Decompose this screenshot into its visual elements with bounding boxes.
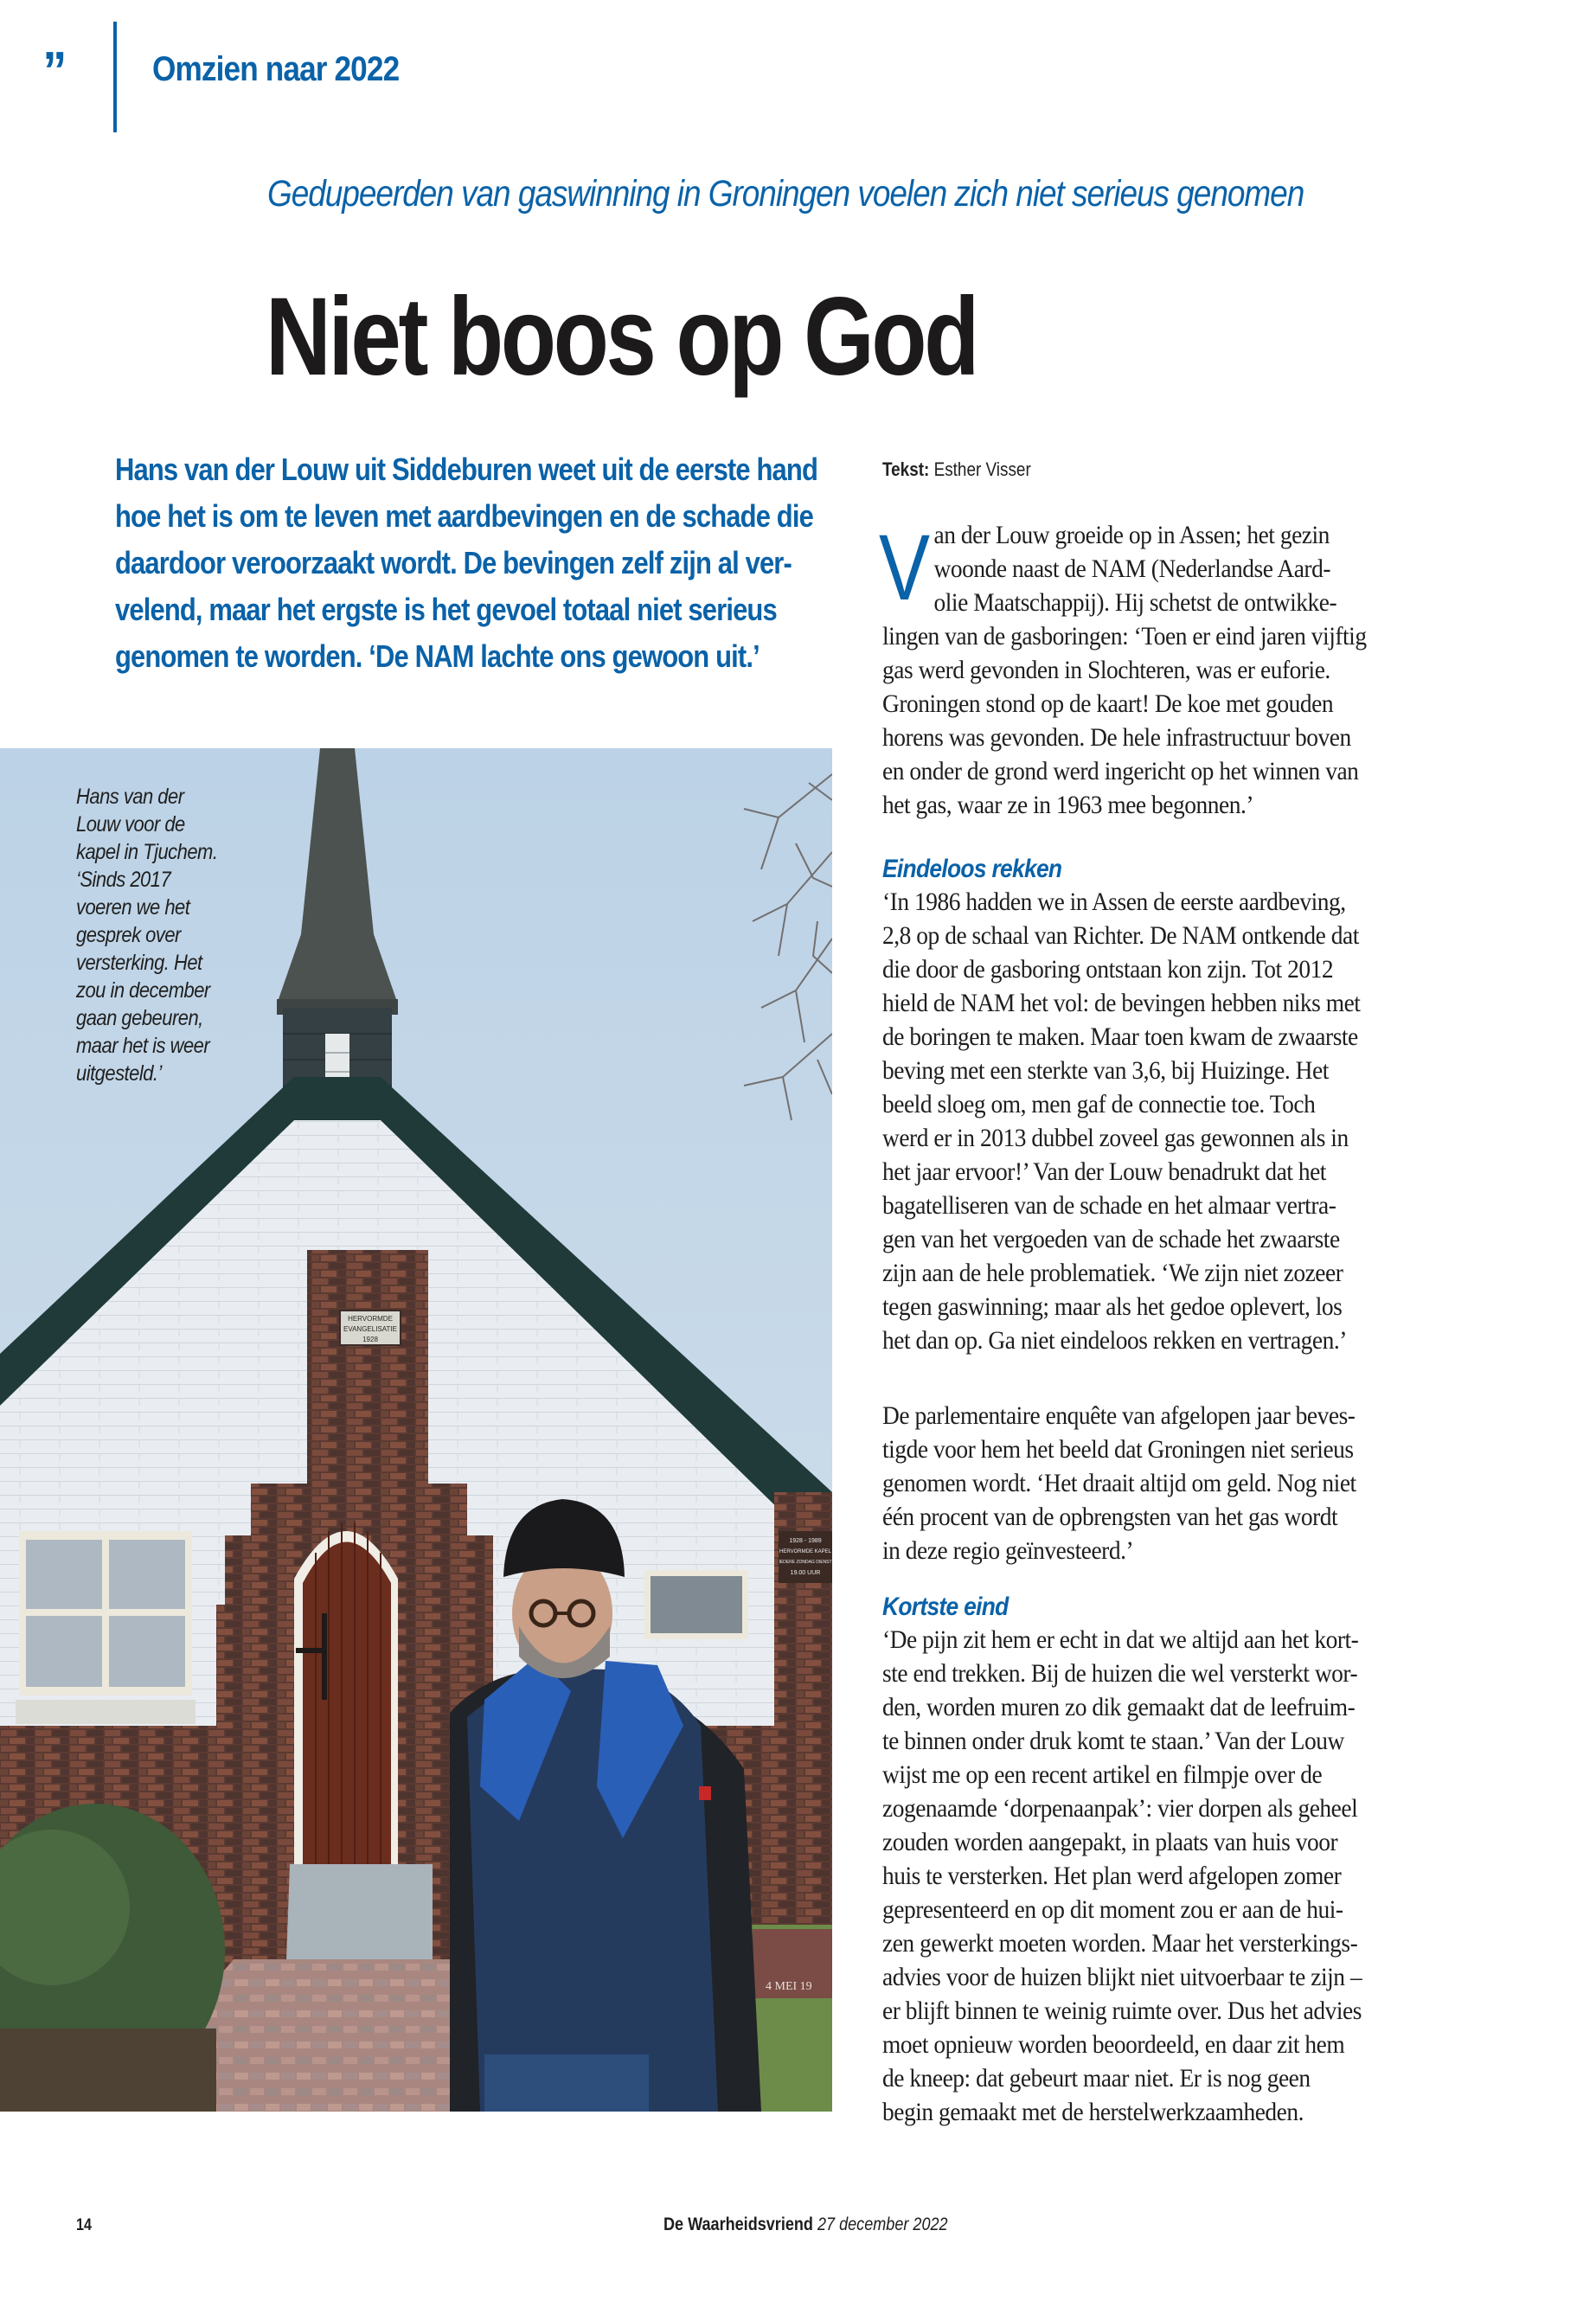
text-line: lingen van de gasboringen: ‘Toen er eind jaren vijftig [882, 623, 1367, 651]
text-line: moet opnieuw worden beoordeeld, en daar zit hem [882, 2031, 1345, 2059]
page-number: 14 [76, 2216, 92, 2234]
brick-column [307, 1250, 428, 1484]
text-line: gen van het vergoeden van de schade het zwaarste [882, 1226, 1340, 1253]
text-line: het gas, waar ze in 1963 mee begonnen.’ [882, 792, 1254, 819]
photo-caption [76, 783, 318, 1087]
text-line: De parlementaire enquête van afgelopen jaar beves- [882, 1402, 1356, 1430]
caption-line: gesprek over [76, 923, 181, 947]
jeans [484, 2054, 649, 2112]
section-title: Omzien naar 2022 [152, 50, 400, 88]
text-line: zijn aan de hele problematiek. ‘We zijn niet zozeer [882, 1259, 1343, 1287]
subheading: Eindeloos rekken [882, 855, 1062, 883]
text-line: te binnen onder druk komt te staan.’ Van der Louw [882, 1727, 1344, 1755]
text-line: Groningen stond op de kaart! De koe met gouden [882, 690, 1334, 718]
text-line: advies voor de huizen blijkt niet uitvoerbaar te zijn – [882, 1964, 1362, 1991]
text-line: zen gewerkt moeten worden. Maar het versterkings- [882, 1930, 1358, 1958]
text-line: begin gemaakt met de herstelwerkzaamheden. [882, 2099, 1304, 2126]
byline-author: Esther Visser [933, 458, 1031, 480]
caption-line: zou in december [76, 978, 210, 1003]
footer-publication [663, 2214, 948, 2235]
text-line: één procent van de opbrengsten van het gas wordt [882, 1503, 1338, 1531]
text-line: genomen wordt. ‘Het draait altijd om geld. Nog niet [882, 1470, 1356, 1497]
text-line: an der Louw groeide op in Assen; het gezin [933, 522, 1330, 549]
text-line: in deze regio geïnvesteerd.’ [882, 1537, 1134, 1565]
text-line: 2,8 op de schaal van Richter. De NAM ontkende dat [882, 922, 1359, 950]
text-line: en onder de grond werd ingericht op het winnen van [882, 758, 1359, 785]
side-plaque-line: 1928 - 1989 [789, 1538, 822, 1544]
text-line: beeld sloeg om, men gaf de connectie toe. Toch [882, 1091, 1316, 1118]
caption-line: voeren we het [76, 895, 190, 920]
article-headline: Niet boos op God [266, 275, 977, 399]
caption-line: Louw voor de [76, 812, 185, 836]
subheading: Kortste eind [882, 1593, 1009, 1621]
caption-line: gaan gebeuren, [76, 1006, 203, 1030]
side-plaque-line: HERVORMDE KAPEL [779, 1549, 831, 1554]
text-line: horens was gevonden. De hele infrastructuur boven [882, 724, 1351, 752]
side-plaque-line: IEDERE ZONDAG DIENST [779, 1560, 832, 1565]
text-line: het jaar ervoor!’ Van der Louw benadrukt dat het [882, 1158, 1326, 1186]
byline [882, 458, 1031, 481]
caption-line: kapel in Tjuchem. [76, 840, 218, 864]
memorial-stone-text: 4 MEI 19 [766, 1980, 812, 1993]
caption-line: ‘Sinds 2017 [76, 868, 171, 892]
text-line: gepresenteerd en op dit moment zou er aan de hui- [882, 1896, 1343, 1924]
text-line: de kneep: dat gebeurt maar niet. Er is nog geen [882, 2065, 1311, 2093]
drop-cap: V [879, 515, 931, 619]
quote-mark-icon: ” [42, 42, 64, 101]
text-line: den, worden muren zo dik gemaakt dat de leefruim- [882, 1694, 1356, 1721]
article-subtitle: Gedupeerden van gaswinning in Groningen voelen zich niet serieus genomen [267, 173, 1304, 215]
gable-plaque-line: 1928 [362, 1336, 378, 1343]
text-line: bagatelliseren van de schade en het almaar vertra- [882, 1192, 1336, 1220]
text-line: ste end trekken. Bij de huizen die wel versterkt wor- [882, 1660, 1358, 1688]
byline-label: Tekst: [882, 458, 930, 480]
caption-line: Hans van der [76, 785, 184, 809]
text-line: olie Maatschappij). Hij schetst de ontwikke- [933, 589, 1337, 617]
text-line: wijst me op een recent artikel en filmpje over de [882, 1761, 1323, 1789]
text-line: tegen gaswinning; maar als het gedoe oplevert, los [882, 1293, 1343, 1321]
text-line: die door de gasboring ontstaan kon zijn. Tot 2012 [882, 956, 1334, 984]
text-line: ‘De pijn zit hem er echt in dat we altijd aan het kort- [882, 1626, 1359, 1654]
paragraph-3 [882, 1400, 1453, 1568]
section-kortste-eind [882, 1590, 1453, 2130]
paragraph-1 [882, 519, 1453, 823]
publication-name: De Waarheidsvriend [663, 2214, 813, 2234]
text-line: werd er in 2013 dubbel zoveel gas gewonnen als in [882, 1125, 1349, 1152]
text-line: er blijft binnen te weinig ruimte over. Dus het advies [882, 1997, 1362, 2025]
text-line: beving met een sterkte van 3,6, bij Huizinge. Het [882, 1057, 1329, 1085]
intro-line: genomen te worden. ‘De NAM lachte ons gewoon uit.’ [115, 638, 760, 674]
intro-line: velend, maar het ergste is het gevoel totaal niet serieus [115, 592, 777, 627]
intro-line: daardoor veroorzaakt wordt. De bevingen zelf zijn al ver- [115, 545, 792, 580]
gable-plaque-line: HERVORMDE [348, 1315, 393, 1323]
publication-date: 27 december 2022 [817, 2214, 948, 2234]
text-line: huis te versterken. Het plan werd afgelopen zomer [882, 1862, 1342, 1890]
caption-line: maar het is weer [76, 1034, 210, 1058]
caption-line: versterking. Het [76, 951, 202, 975]
text-line: ‘In 1986 hadden we in Assen de eerste aardbeving, [882, 888, 1346, 916]
side-plaque-line: 19.00 UUR [790, 1570, 821, 1576]
text-line: hield de NAM het vol: de bevingen hebben niks met [882, 990, 1361, 1017]
text-line: de boringen te maken. Maar toen kwam de zwaarste [882, 1023, 1358, 1051]
section-eindeloos-rekken [882, 852, 1453, 1358]
intro-line: Hans van der Louw uit Siddeburen weet uit de eerste hand [115, 452, 818, 487]
gable-plaque-line: EVANGELISATIE [343, 1325, 397, 1333]
text-line: zouden worden aangepakt, in plaats van huis voor [882, 1829, 1338, 1856]
text-line: zogenaamde ‘dorpenaanpak’: vier dorpen als geheel [882, 1795, 1358, 1823]
text-line: het dan op. Ga niet eindeloos rekken en vertragen.’ [882, 1327, 1347, 1355]
header-divider [113, 22, 117, 132]
text-line: gas werd gevonden in Slochteren, was er euforie. [882, 657, 1330, 684]
text-line: woonde naast de NAM (Nederlandse Aard- [933, 555, 1331, 583]
intro-line: hoe het is om te leven met aardbevingen en de schade die [115, 498, 813, 534]
article-intro [115, 446, 842, 680]
text-line: tigde voor hem het beeld dat Groningen niet serieus [882, 1436, 1354, 1464]
caption-line: uitgesteld.’ [76, 1061, 162, 1086]
